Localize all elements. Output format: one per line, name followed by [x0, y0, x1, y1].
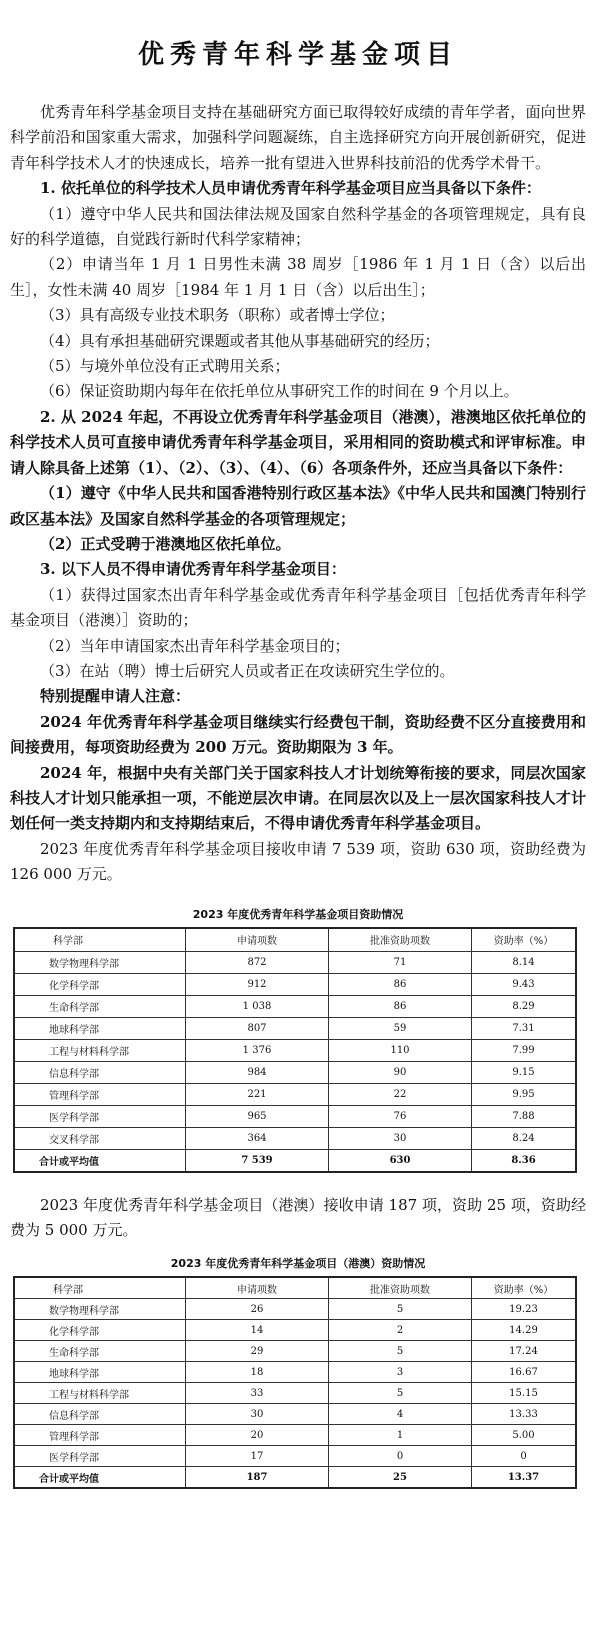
cell-applications: 1 038 [186, 995, 329, 1017]
section-3-item: （3）在站（聘）博士后研究人员或者正在攻读研究生学位的。 [40, 661, 455, 680]
table-total-row [14, 1149, 576, 1172]
cell-rate: 0 [472, 1446, 577, 1467]
cell-department: 工程与材料科学部 [14, 1039, 186, 1061]
table-row [14, 1039, 576, 1061]
table-row [14, 1299, 576, 1320]
cell-department: 管理科学部 [14, 1425, 186, 1446]
table-row [14, 995, 576, 1017]
page-title: 优秀青年科学基金项目 [137, 40, 458, 70]
cell-rate: 19.23 [472, 1299, 577, 1320]
cell-department: 生命科学部 [14, 995, 186, 1017]
table-row [14, 1083, 576, 1105]
cell-rate: 14.29 [472, 1320, 577, 1341]
section-1-item: （1）遵守中华人民共和国法律法规及国家自然科学基金的各项管理规定，具有良好的科学道德，自觉践行新时代科学家精神； [10, 204, 586, 249]
section-1-item: （4）具有承担基础研究课题或者其他从事基础研究的经历； [40, 331, 440, 350]
cell-approved: 5 [329, 1383, 472, 1404]
cell-rate: 15.15 [472, 1383, 577, 1404]
summary-2-block [10, 1193, 586, 1244]
cell-department: 数学物理科学部 [14, 1299, 186, 1320]
cell-department: 地球科学部 [14, 1017, 186, 1039]
cell-rate: 7.88 [472, 1105, 577, 1127]
column-header: 申请项数 [186, 928, 329, 952]
intro-paragraph: 优秀青年科学基金项目支持在基础研究方面已取得较好成绩的青年学者，面向世界科学前沿和国家重大需求，加强科学问题凝练，自主选择研究方向开展创新研究，促进青年科学技术人才的快速成长，培养一批有望进入世界科技前沿的优秀学术骨干。 [10, 103, 586, 172]
section-1-item: （3）具有高级专业技术职务（职称）或者博士学位； [40, 306, 395, 325]
table-row [14, 1017, 576, 1039]
cell-approved: 71 [329, 951, 472, 973]
section-1-item: （5）与境外单位没有正式聘用关系； [40, 357, 290, 376]
cell-approved: 90 [329, 1061, 472, 1083]
cell-approved: 5 [329, 1299, 472, 1320]
table-row [14, 951, 576, 973]
column-header: 资助率（%） [472, 1277, 577, 1299]
section-3-item: （2）当年申请国家杰出青年科学基金项目的； [40, 636, 350, 655]
table-header-row [14, 928, 576, 952]
table-row [14, 1341, 576, 1362]
column-header: 批准资助项数 [329, 1277, 472, 1299]
cell-department: 化学科学部 [14, 1320, 186, 1341]
table-row [14, 1320, 576, 1341]
cell-rate: 9.15 [472, 1061, 577, 1083]
cell-rate: 17.24 [472, 1341, 577, 1362]
table-title: 2023 年度优秀青年科学基金项目资助情况 [192, 907, 404, 921]
cell-applications: 965 [186, 1105, 329, 1127]
cell-rate: 8.14 [472, 951, 577, 973]
cell-total-rate: 8.36 [472, 1149, 577, 1172]
cell-rate: 16.67 [472, 1362, 577, 1383]
table-row [14, 1362, 576, 1383]
cell-rate: 5.00 [472, 1425, 577, 1446]
cell-rate: 8.24 [472, 1127, 577, 1149]
section-3-item: （1）获得过国家杰出青年科学基金或优秀青年科学基金项目［包括优秀青年科学基金项目（港澳）］资助的； [10, 585, 586, 630]
cell-approved: 5 [329, 1341, 472, 1362]
cell-rate: 13.33 [472, 1404, 577, 1425]
column-header: 科学部 [14, 928, 186, 952]
cell-department: 信息科学部 [14, 1061, 186, 1083]
cell-total-applications: 187 [186, 1467, 329, 1489]
cell-total-approved: 25 [329, 1467, 472, 1489]
cell-applications: 26 [186, 1299, 329, 1320]
cell-approved: 0 [329, 1446, 472, 1467]
column-header: 资助率（%） [472, 928, 577, 952]
funding-table-hk-macao [13, 1276, 577, 1489]
cell-applications: 364 [186, 1127, 329, 1149]
cell-department: 工程与材料科学部 [14, 1383, 186, 1404]
cell-applications: 20 [186, 1425, 329, 1446]
cell-approved: 4 [329, 1404, 472, 1425]
cell-total-rate: 13.37 [472, 1467, 577, 1489]
cell-applications: 221 [186, 1083, 329, 1105]
cell-applications: 872 [186, 951, 329, 973]
cell-applications: 18 [186, 1362, 329, 1383]
summary-paragraph: 2023 年度优秀青年科学基金项目接收申请 7 539 项，资助 630 项，资助经费为 126 000 万元。 [10, 839, 586, 884]
notice-paragraph: 2024 年，根据中央有关部门关于国家科技人才计划统筹衔接的要求，同层次国家科技人才计划只能承担一项，不能逆层次申请。在同层次以及上一层次国家科技人才计划任何一类支持期内和支持期结束后，不得申请优秀青年科学基金项目。 [10, 763, 586, 833]
cell-applications: 912 [186, 973, 329, 995]
column-header: 申请项数 [186, 1277, 329, 1299]
cell-department: 数学物理科学部 [14, 951, 186, 973]
cell-approved: 86 [329, 973, 472, 995]
section-1-item: （2）申请当年 1 月 1 日男性未满 38 周岁［1986 年 1 月 1 日（含）以后出生］，女性未满 40 周岁［1984 年 1 月 1 日（含）以后出生］； [10, 255, 586, 299]
cell-applications: 984 [186, 1061, 329, 1083]
table-row [14, 973, 576, 995]
cell-applications: 14 [186, 1320, 329, 1341]
notice-heading: 特别提醒申请人注意： [40, 687, 191, 706]
cell-rate: 7.99 [472, 1039, 577, 1061]
section-2-item: （2）正式受聘于港澳地区依托单位。 [40, 534, 291, 553]
funding-table [13, 927, 577, 1173]
cell-department: 交叉科学部 [14, 1127, 186, 1149]
cell-department: 医学科学部 [14, 1446, 186, 1467]
cell-approved: 59 [329, 1017, 472, 1039]
cell-rate: 7.31 [472, 1017, 577, 1039]
cell-approved: 1 [329, 1425, 472, 1446]
cell-department: 管理科学部 [14, 1083, 186, 1105]
cell-approved: 30 [329, 1127, 472, 1149]
summary-paragraph: 2023 年度优秀青年科学基金项目（港澳）接收申请 187 项，资助 25 项，资助经费为 5 000 万元。 [10, 1195, 586, 1239]
cell-total-approved: 630 [329, 1149, 472, 1172]
section-2-item: （1）遵守《中华人民共和国香港特别行政区基本法》《中华人民共和国澳门特别行政区基本法》及国家自然科学基金的各项管理规定； [10, 484, 586, 528]
column-header: 批准资助项数 [329, 928, 472, 952]
table-row [14, 1446, 576, 1467]
notice-paragraph: 2024 年优秀青年科学基金项目继续实行经费包干制，资助经费不区分直接费用和间接费用，每项资助经费为 200 万元。资助期限为 3 年。 [10, 712, 586, 757]
cell-applications: 30 [186, 1404, 329, 1425]
cell-department: 信息科学部 [14, 1404, 186, 1425]
cell-department: 医学科学部 [14, 1105, 186, 1127]
cell-applications: 1 376 [186, 1039, 329, 1061]
cell-approved: 22 [329, 1083, 472, 1105]
cell-approved: 76 [329, 1105, 472, 1127]
table-row [14, 1127, 576, 1149]
table-header-row [14, 1277, 576, 1299]
cell-rate: 9.95 [472, 1083, 577, 1105]
cell-rate: 8.29 [472, 995, 577, 1017]
cell-approved: 2 [329, 1320, 472, 1341]
cell-total-label: 合计或平均值 [14, 1467, 186, 1489]
table-row [14, 1383, 576, 1404]
table-2-section [10, 1255, 586, 1489]
cell-approved: 86 [329, 995, 472, 1017]
cell-department: 地球科学部 [14, 1362, 186, 1383]
cell-applications: 29 [186, 1341, 329, 1362]
cell-applications: 807 [186, 1017, 329, 1039]
cell-total-applications: 7 539 [186, 1149, 329, 1172]
document-body [10, 100, 586, 888]
column-header: 科学部 [14, 1277, 186, 1299]
table-title: 2023 年度优秀青年科学基金项目（港澳）资助情况 [170, 1257, 426, 1271]
table-row [14, 1404, 576, 1425]
cell-applications: 33 [186, 1383, 329, 1404]
cell-approved: 3 [329, 1362, 472, 1383]
cell-total-label: 合计或平均值 [14, 1149, 186, 1172]
cell-department: 生命科学部 [14, 1341, 186, 1362]
cell-approved: 110 [329, 1039, 472, 1061]
section-2-heading: 2. 从 2024 年起，不再设立优秀青年科学基金项目（港澳），港澳地区依托单位的科学技术人员可直接申请优秀青年科学基金项目，采用相同的资助模式和评审标准。申请人除具备上述第（1）、（2）、（3）、（4）、（6）各项条件外，还应当具备以下条件： [10, 407, 586, 477]
cell-department: 化学科学部 [14, 973, 186, 995]
table-1-section [10, 906, 586, 1173]
section-1-heading: 1. 依托单位的科学技术人员申请优秀青年科学基金项目应当具备以下条件： [40, 179, 541, 198]
cell-rate: 9.43 [472, 973, 577, 995]
table-row [14, 1061, 576, 1083]
table-row [14, 1105, 576, 1127]
table-row [14, 1425, 576, 1446]
table-total-row [14, 1467, 576, 1489]
section-3-heading: 3. 以下人员不得申请优秀青年科学基金项目： [40, 560, 346, 579]
cell-applications: 17 [186, 1446, 329, 1467]
section-1-item: （6）保证资助期内每年在依托单位从事研究工作的时间在 9 个月以上。 [40, 382, 519, 401]
